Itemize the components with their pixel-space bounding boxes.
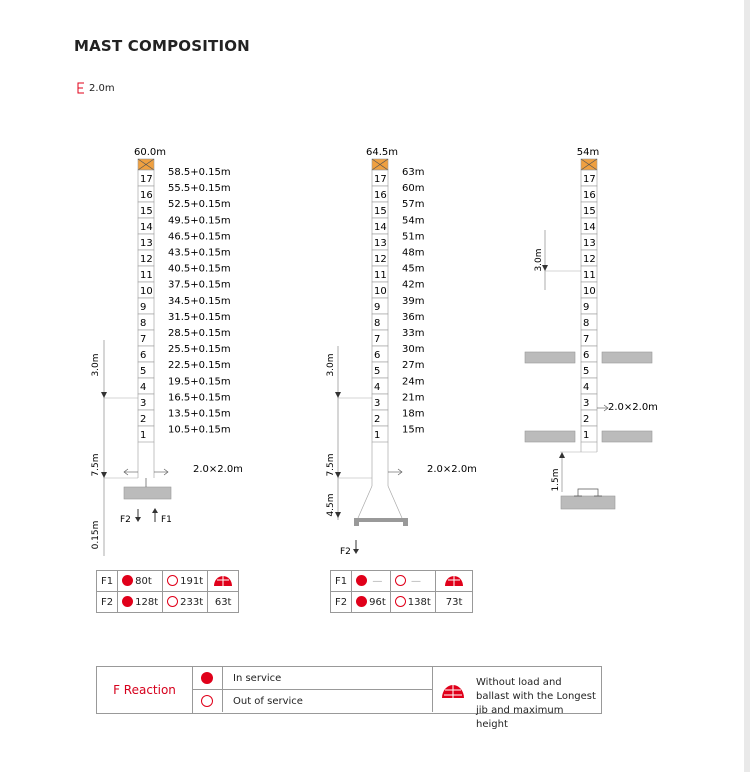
mast-section-number: 1 (140, 430, 147, 441)
mast-1-heights (168, 167, 231, 436)
table-1-f1-no-load (208, 571, 239, 592)
mast-height-label: 30m (402, 344, 425, 356)
mast-height-label: 49.5+0.15m (168, 215, 231, 227)
mast-height-label: 18m (402, 408, 425, 420)
table-1-f1-out-of-service: 191t (163, 571, 208, 592)
mast-section-number: 10 (374, 286, 387, 297)
mast-section-number: 2 (583, 414, 590, 425)
mast-height-label: 63m (402, 167, 425, 178)
mast-section-number: 7 (583, 334, 590, 345)
mast-height-label: 60m (402, 183, 425, 195)
mast-1-force-f1: F1 (161, 515, 172, 525)
mast-section-number: 17 (140, 174, 153, 185)
mast-section-number: 15 (140, 206, 153, 217)
mast-height-label: 52.5+0.15m (168, 199, 231, 211)
mast-section-number: 1 (374, 430, 381, 441)
legend-in-service (192, 667, 433, 690)
table-row (331, 592, 473, 613)
legend-in-service-label: In service (233, 672, 282, 684)
mast-section-number: 11 (374, 270, 387, 281)
mast-section-number: 3 (583, 398, 590, 409)
mast-height-label: 10.5+0.15m (168, 424, 231, 436)
mast-height-label: 36m (402, 311, 425, 323)
mast-height-label: 34.5+0.15m (168, 295, 231, 307)
mast-section-number: 10 (583, 286, 596, 297)
mast-section-number: 12 (140, 254, 153, 265)
mast-height-label: 31.5+0.15m (168, 311, 231, 323)
mast-section-number: 7 (374, 334, 381, 345)
mast-3-height: 54m (576, 147, 600, 158)
legend-title: F Reaction (97, 667, 193, 713)
mast-height-label: 27m (402, 360, 425, 372)
mast-2-base-size: 2.0×2.0m (427, 464, 477, 475)
mast-section-number: 4 (140, 382, 147, 393)
mast-section-number: 6 (140, 350, 147, 361)
mast-section-number: 5 (140, 366, 147, 377)
mast-2-height: 64.5m (365, 147, 399, 158)
mast-height-label: 15m (402, 424, 425, 436)
table-1-f1-label: F1 (97, 571, 118, 592)
table-2-f1-out-of-service: — (390, 571, 435, 592)
in-service-icon (356, 575, 367, 586)
mast-section-number: 11 (140, 270, 153, 281)
mast-1-dim-bottom: 7.5m (91, 453, 101, 477)
in-service-icon (201, 672, 213, 684)
in-service-icon (122, 596, 133, 607)
mast-section-number: 2 (140, 414, 147, 425)
mast-height-label: 43.5+0.15m (168, 247, 231, 259)
mast-section-number: 15 (374, 206, 387, 217)
mast-section-number: 7 (140, 334, 147, 345)
mast-height-label: 55.5+0.15m (168, 183, 231, 195)
table-2-f2-out-of-service: 138t (390, 592, 435, 613)
mast-2-dim-bottom: 7.5m (326, 453, 336, 477)
mast-height-label: 57m (402, 199, 425, 211)
table-2-f1-no-load (435, 571, 473, 592)
mast-section-number: 8 (374, 318, 381, 329)
out-of-service-icon (167, 596, 178, 607)
mast-height-label: 39m (402, 295, 425, 307)
mast-section-number: 14 (140, 222, 153, 233)
table-2-f1-in-service: — (352, 571, 391, 592)
mast-height-label: 19.5+0.15m (168, 376, 231, 388)
mast-height-label: 22.5+0.15m (168, 360, 231, 372)
mast-section-number: 4 (583, 382, 590, 393)
mast-section-number: 16 (583, 190, 596, 201)
mast-1-dim-top: 3.0m (91, 353, 101, 377)
table-row (331, 571, 473, 592)
mast-2-dim-base: 4.5m (326, 493, 336, 517)
in-service-icon (122, 575, 133, 586)
mast-1-sections (138, 170, 154, 442)
table-2-f2-label: F2 (331, 592, 352, 613)
out-of-service-icon (395, 575, 406, 586)
mast-section-number: 8 (583, 318, 590, 329)
mast-1-base-size: 2.0×2.0m (193, 464, 243, 475)
mast-2-force-f2: F2 (340, 547, 351, 557)
mast-section-number: 1 (583, 430, 590, 441)
mast-2 (326, 147, 477, 557)
mast-3-floor-upper-left (525, 352, 575, 363)
table-1-f2-label: F2 (97, 592, 118, 613)
in-service-icon (356, 596, 367, 607)
mast-section-number: 13 (374, 238, 387, 249)
mast-section-number: 3 (140, 398, 147, 409)
mast-height-label: 48m (402, 247, 425, 259)
mast-section-number: 4 (374, 382, 381, 393)
mast-section-number: 9 (374, 302, 381, 313)
legend-out-of-service-label: Out of service (233, 695, 303, 707)
mast-section-number: 3 (374, 398, 381, 409)
table-2-f2-in-service: 96t (352, 592, 391, 613)
mast-1 (91, 147, 243, 556)
mast-2-dim-top: 3.0m (326, 353, 336, 377)
mast-section-number: 9 (140, 302, 147, 313)
mast-section-number: 10 (140, 286, 153, 297)
legend-no-load (432, 667, 601, 730)
table-1-f2-in-service: 128t (118, 592, 163, 613)
mast-3 (525, 147, 658, 509)
no-load-icon (443, 573, 465, 587)
mast-2-chassis (354, 518, 408, 522)
mast-3-floor-lower-left (525, 431, 575, 442)
no-load-icon (212, 573, 234, 587)
table-row (97, 592, 239, 613)
mast-3-base-size: 2.0×2.0m (608, 402, 658, 413)
section-size-text: 2.0m (89, 82, 115, 94)
mast-section-number: 9 (583, 302, 590, 313)
mast-section-number: 15 (583, 206, 596, 217)
mast-height-label: 13.5+0.15m (168, 408, 231, 420)
legend-out-of-service (192, 690, 433, 712)
mast-section-number: 12 (583, 254, 596, 265)
mast-height-label: 37.5+0.15m (168, 279, 231, 291)
mast-section-number: 13 (140, 238, 153, 249)
mast-section-number: 5 (583, 366, 590, 377)
mast-section-number: 8 (140, 318, 147, 329)
out-of-service-icon (167, 575, 178, 586)
reaction-table-1 (96, 570, 239, 613)
table-2-f1-label: F1 (331, 571, 352, 592)
mast-section-number: 11 (583, 270, 596, 281)
legend-no-load-label: Without load and ballast with the Longest jib and maximum height (476, 677, 596, 730)
mast-3-dim-section: 3.0m (534, 248, 544, 272)
mast-2-heights (402, 167, 424, 436)
mast-1-dim-base: 0.15m (91, 520, 101, 550)
out-of-service-icon (395, 596, 406, 607)
table-2-f2-no-load: 73t (435, 592, 473, 613)
mast-section-number: 6 (583, 350, 590, 361)
mast-section-number: 13 (583, 238, 596, 249)
mast-section-number: 6 (374, 350, 381, 361)
mast-height-label: 24m (402, 376, 425, 388)
mast-height-label: 51m (402, 231, 425, 243)
mast-3-foundation (561, 496, 615, 509)
mast-section-number: 2 (374, 414, 381, 425)
no-load-icon (440, 680, 466, 700)
mast-section-number: 17 (583, 174, 596, 185)
mast-section-number: 17 (374, 174, 387, 185)
mast-3-sections (581, 170, 597, 442)
mast-height-label: 16.5+0.15m (168, 392, 231, 404)
mast-section-number: 12 (374, 254, 387, 265)
mast-height-label: 28.5+0.15m (168, 328, 231, 339)
mast-2-sections (372, 170, 388, 442)
mast-1-foundation (124, 487, 171, 499)
mast-height-label: 33m (402, 328, 425, 339)
mast-height-label: 58.5+0.15m (168, 167, 231, 178)
mast-height-label: 21m (402, 392, 425, 404)
mast-1-force-f2: F2 (120, 515, 131, 525)
mast-1-height: 60.0m (133, 147, 167, 158)
mast-3-dim-bottom: 1.5m (551, 468, 561, 492)
table-row (97, 571, 239, 592)
table-1-f1-in-service: 80t (118, 571, 163, 592)
mast-section-number: 14 (583, 222, 596, 233)
mast-section-number: 5 (374, 366, 381, 377)
mast-height-label: 46.5+0.15m (168, 231, 231, 243)
out-of-service-icon (201, 695, 213, 707)
page-title: MAST COMPOSITION (74, 37, 250, 55)
mast-section-number: 16 (140, 190, 153, 201)
mast-height-label: 40.5+0.15m (168, 263, 231, 275)
mast-section-number: 14 (374, 222, 387, 233)
mast-height-label: 42m (402, 279, 425, 291)
mast-3-floor-lower-right (602, 431, 652, 442)
legend-box (96, 666, 602, 730)
table-1-f2-no-load: 63t (208, 592, 239, 613)
mast-height-label: 54m (402, 215, 425, 227)
reaction-table-2 (330, 570, 473, 613)
mast-height-label: 45m (402, 263, 425, 275)
mast-section-number: 16 (374, 190, 387, 201)
table-1-f2-out-of-service: 233t (163, 592, 208, 613)
mast-height-label: 25.5+0.15m (168, 344, 231, 356)
mast-3-floor-upper-right (602, 352, 652, 363)
